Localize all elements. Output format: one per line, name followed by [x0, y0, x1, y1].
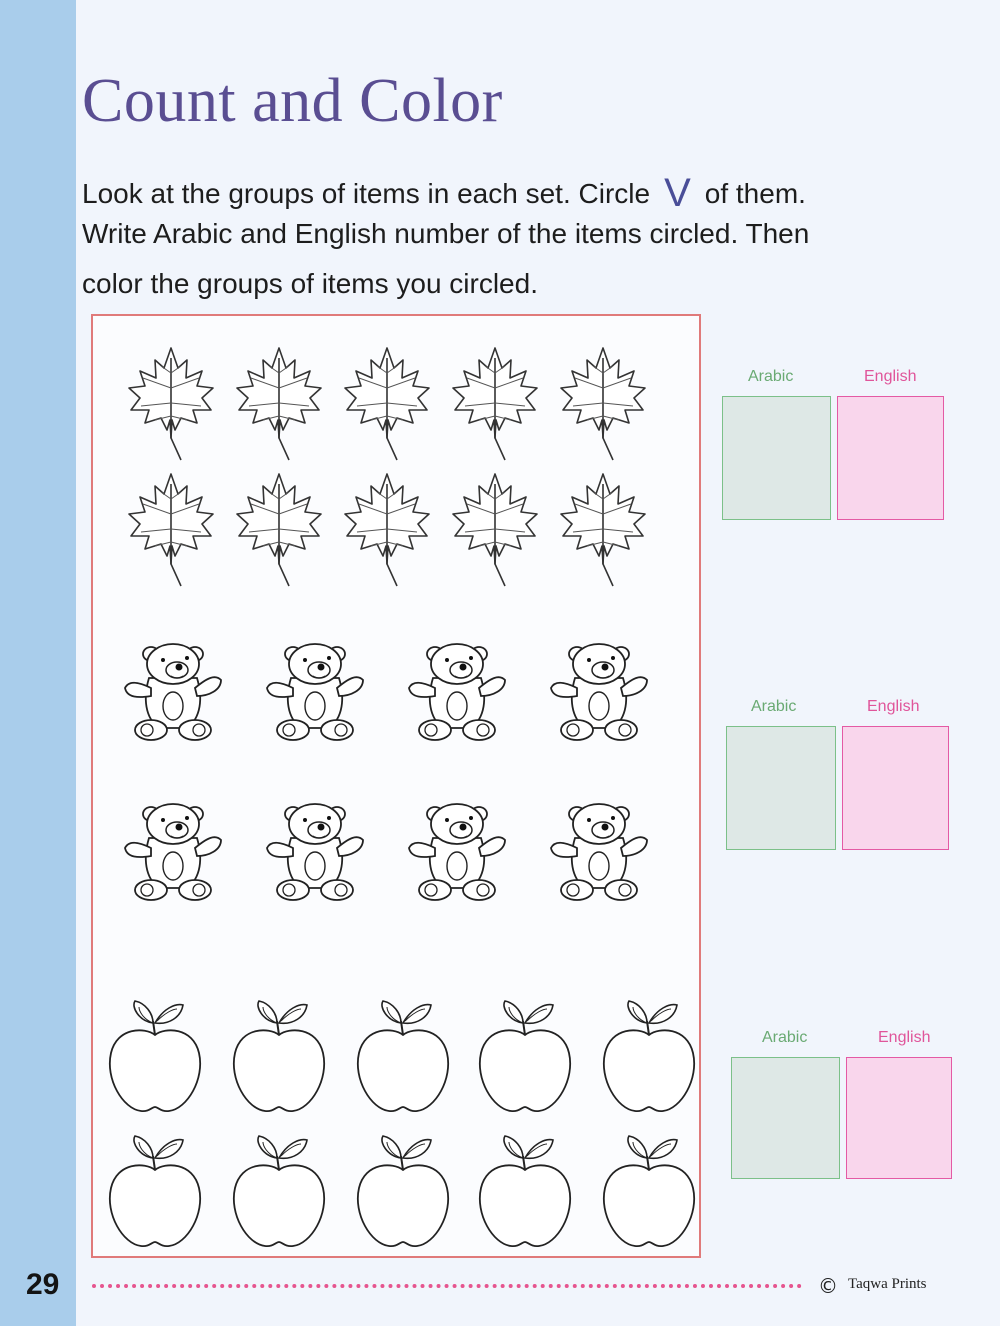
apple-icon [604, 1136, 694, 1246]
teddy-bear-icon [409, 644, 505, 740]
english-label: English [867, 698, 920, 715]
maple-leaf-icon [345, 474, 429, 586]
maple-leaf-icon [345, 348, 429, 460]
apple-icon [480, 1136, 570, 1246]
apple-icon [110, 1001, 200, 1111]
page-title: Count and Color [82, 67, 503, 135]
instruction-line-2: Write Arabic and English number of the items circled. Then [82, 218, 810, 249]
instruction-line-3: color the groups of items you circled. [82, 268, 538, 299]
teddy-bear-icon [409, 804, 505, 900]
apple-icon [480, 1001, 570, 1111]
teddy-bear-icon [551, 644, 647, 740]
maple-leaf-icon [129, 348, 213, 460]
apple-icon [234, 1136, 324, 1246]
arabic-answer-box[interactable] [731, 1057, 840, 1179]
items-illustration [93, 316, 699, 1256]
teddy-bear-icon [125, 644, 221, 740]
side-color-bar [0, 0, 76, 1326]
apple-icon [234, 1001, 324, 1111]
maple-leaf-icon [453, 348, 537, 460]
english-label: English [864, 368, 917, 385]
teddy-bear-icon [267, 644, 363, 740]
maple-leaf-icon [561, 474, 645, 586]
dotted-divider [92, 1284, 802, 1288]
apple-icon [358, 1001, 448, 1111]
maple-leaf-icon [129, 474, 213, 586]
apple-icon [358, 1136, 448, 1246]
instruction-line-1 [82, 168, 806, 213]
teddy-bear-icon [267, 804, 363, 900]
arabic-answer-box[interactable] [726, 726, 836, 850]
items-frame [91, 314, 701, 1258]
teddy-bear-icon [551, 804, 647, 900]
arabic-answer-box[interactable] [722, 396, 831, 520]
english-answer-box[interactable] [842, 726, 949, 850]
maple-leaf-icon [237, 348, 321, 460]
arabic-seven-numeral: V [664, 171, 691, 215]
page-number: 29 [26, 1268, 60, 1301]
english-answer-box[interactable] [846, 1057, 952, 1179]
maple-leaf-icon [237, 474, 321, 586]
copyright-icon: © [818, 1274, 838, 1298]
english-answer-box[interactable] [837, 396, 944, 520]
apple-icon [110, 1136, 200, 1246]
maple-leaf-icon [453, 474, 537, 586]
maple-leaf-icon [561, 348, 645, 460]
arabic-label: Arabic [751, 698, 797, 715]
instruction-text-1a: Look at the groups of items in each set. Circle [82, 178, 651, 209]
english-label: English [878, 1029, 931, 1046]
publisher-name: Taqwa Prints [848, 1276, 927, 1292]
teddy-bear-icon [125, 804, 221, 900]
arabic-label: Arabic [748, 368, 794, 385]
apple-icon [604, 1001, 694, 1111]
arabic-label: Arabic [762, 1029, 808, 1046]
instruction-text-1b: of them. [704, 178, 806, 209]
